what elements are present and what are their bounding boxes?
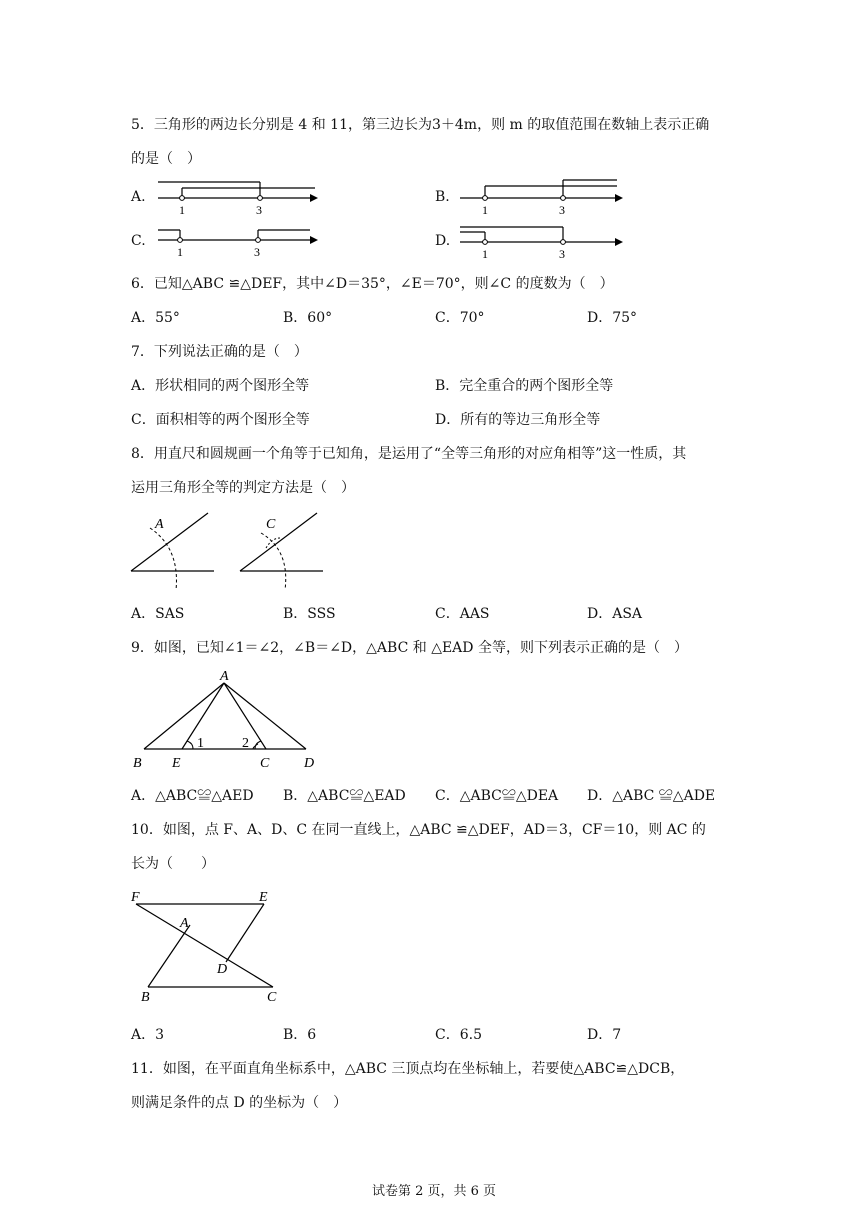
q10-stem-line2: 长为（ ） bbox=[131, 856, 215, 872]
page-footer: 试卷第 2 页，共 6 页 bbox=[371, 1184, 497, 1199]
q9-option-d: D．△ABC ≌△ADE bbox=[587, 788, 716, 804]
q5-option-d-letter: D. bbox=[435, 233, 451, 249]
q10-option-a: A．3 bbox=[131, 1027, 165, 1043]
q5-option-b-letter: B. bbox=[435, 189, 450, 205]
q8-stem-line2: 运用三角形全等的判定方法是（ ） bbox=[131, 480, 355, 496]
q5-d-tick-3: 3 bbox=[559, 247, 565, 261]
q8-option-c: C．AAS bbox=[435, 606, 490, 622]
q5-option-a-number-line bbox=[150, 176, 330, 216]
q9-label-a: A bbox=[220, 669, 229, 684]
q8-stem-line1: 8．用直尺和圆规画一个角等于已知角，是运用了“全等三角形的对应角相等”这一性质，其 bbox=[131, 446, 687, 462]
q5-a-tick-1: 1 bbox=[179, 203, 185, 217]
q9-label-d: D bbox=[304, 756, 315, 771]
q6-option-a: A．55° bbox=[131, 310, 180, 326]
q8-option-d: D．ASA bbox=[587, 606, 643, 622]
q5-d-tick-1: 1 bbox=[482, 247, 488, 261]
q6-option-b: B．60° bbox=[283, 310, 333, 326]
q10-label-e: E bbox=[259, 890, 268, 905]
q6-stem: 6．已知△ABC ≌△DEF，其中∠D＝35°，∠E＝70°，则∠C 的度数为（ ） bbox=[131, 276, 614, 292]
q10-label-c: C bbox=[267, 990, 277, 1005]
q10-label-f: F bbox=[131, 890, 140, 905]
q9-label-2: 2 bbox=[242, 736, 249, 751]
q9-label-b: B bbox=[133, 756, 142, 771]
q10-option-d: D．7 bbox=[587, 1027, 622, 1043]
q5-b-tick-1: 1 bbox=[482, 203, 488, 217]
q7-stem: 7．下列说法正确的是（ ） bbox=[131, 344, 308, 360]
q11-stem-line1: 11．如图，在平面直角坐标系中，△ABC 三顶点均在坐标轴上，若要使△ABC≌△DCB， bbox=[131, 1061, 685, 1077]
q6-option-d: D．75° bbox=[587, 310, 638, 326]
q10-stem-line1: 10．如图，点 F、A、D、C 在同一直线上，△ABC ≌△DEF，AD＝3，CF＝10，则 AC 的 bbox=[131, 822, 706, 838]
q9-option-c: C．△ABC≌△DEA bbox=[435, 788, 559, 804]
q5-option-d-number-line bbox=[455, 222, 635, 262]
q5-c-tick-1: 1 bbox=[177, 245, 183, 259]
q8-label-a: A bbox=[155, 517, 164, 532]
q9-label-1: 1 bbox=[197, 736, 204, 751]
q10-label-b: B bbox=[141, 990, 150, 1005]
q9-option-a: A．△ABC≌△AED bbox=[131, 788, 254, 804]
q11-stem-line2: 则满足条件的点 D 的坐标为（ ） bbox=[131, 1095, 348, 1111]
q7-option-c: C．面积相等的两个图形全等 bbox=[131, 412, 310, 428]
q5-stem-line2: 的是（ ） bbox=[131, 151, 201, 167]
q7-option-d: D．所有的等边三角形全等 bbox=[435, 412, 601, 428]
q7-option-a: A．形状相同的两个图形全等 bbox=[131, 378, 310, 394]
q10-label-a: A bbox=[180, 916, 189, 931]
q9-triangle-figure bbox=[130, 668, 330, 773]
q8-compass-figure bbox=[128, 508, 348, 593]
q5-option-c-number-line bbox=[150, 222, 330, 262]
q10-option-c: C．6.5 bbox=[435, 1027, 482, 1043]
q5-stem-line1: 5．三角形的两边长分别是 4 和 11，第三边长为3＋4m，则 m 的取值范围在数轴上表示正确 bbox=[131, 117, 710, 133]
q9-stem: 9．如图，已知∠1＝∠2，∠B＝∠D，△ABC 和 △EAD 全等，则下列表示正确的是（ ） bbox=[131, 640, 688, 656]
q10-label-d: D bbox=[217, 962, 228, 977]
q8-label-c: C bbox=[266, 517, 276, 532]
q10-parallelogram-figure bbox=[128, 885, 298, 1010]
q9-option-b: B．△ABC≌△EAD bbox=[283, 788, 406, 804]
q5-option-a-letter: A. bbox=[131, 189, 146, 205]
q5-b-tick-3: 3 bbox=[559, 203, 565, 217]
q9-label-e: E bbox=[172, 756, 181, 771]
q5-c-tick-3: 3 bbox=[254, 245, 260, 259]
q5-option-c-letter: C. bbox=[131, 233, 146, 249]
q5-a-tick-3: 3 bbox=[256, 203, 262, 217]
q8-option-b: B．SSS bbox=[283, 606, 336, 622]
q5-option-b-number-line bbox=[455, 176, 635, 216]
q6-option-c: C．70° bbox=[435, 310, 485, 326]
q9-label-c: C bbox=[260, 756, 270, 771]
q8-option-a: A．SAS bbox=[131, 606, 185, 622]
q7-option-b: B．完全重合的两个图形全等 bbox=[435, 378, 614, 394]
q10-option-b: B．6 bbox=[283, 1027, 317, 1043]
